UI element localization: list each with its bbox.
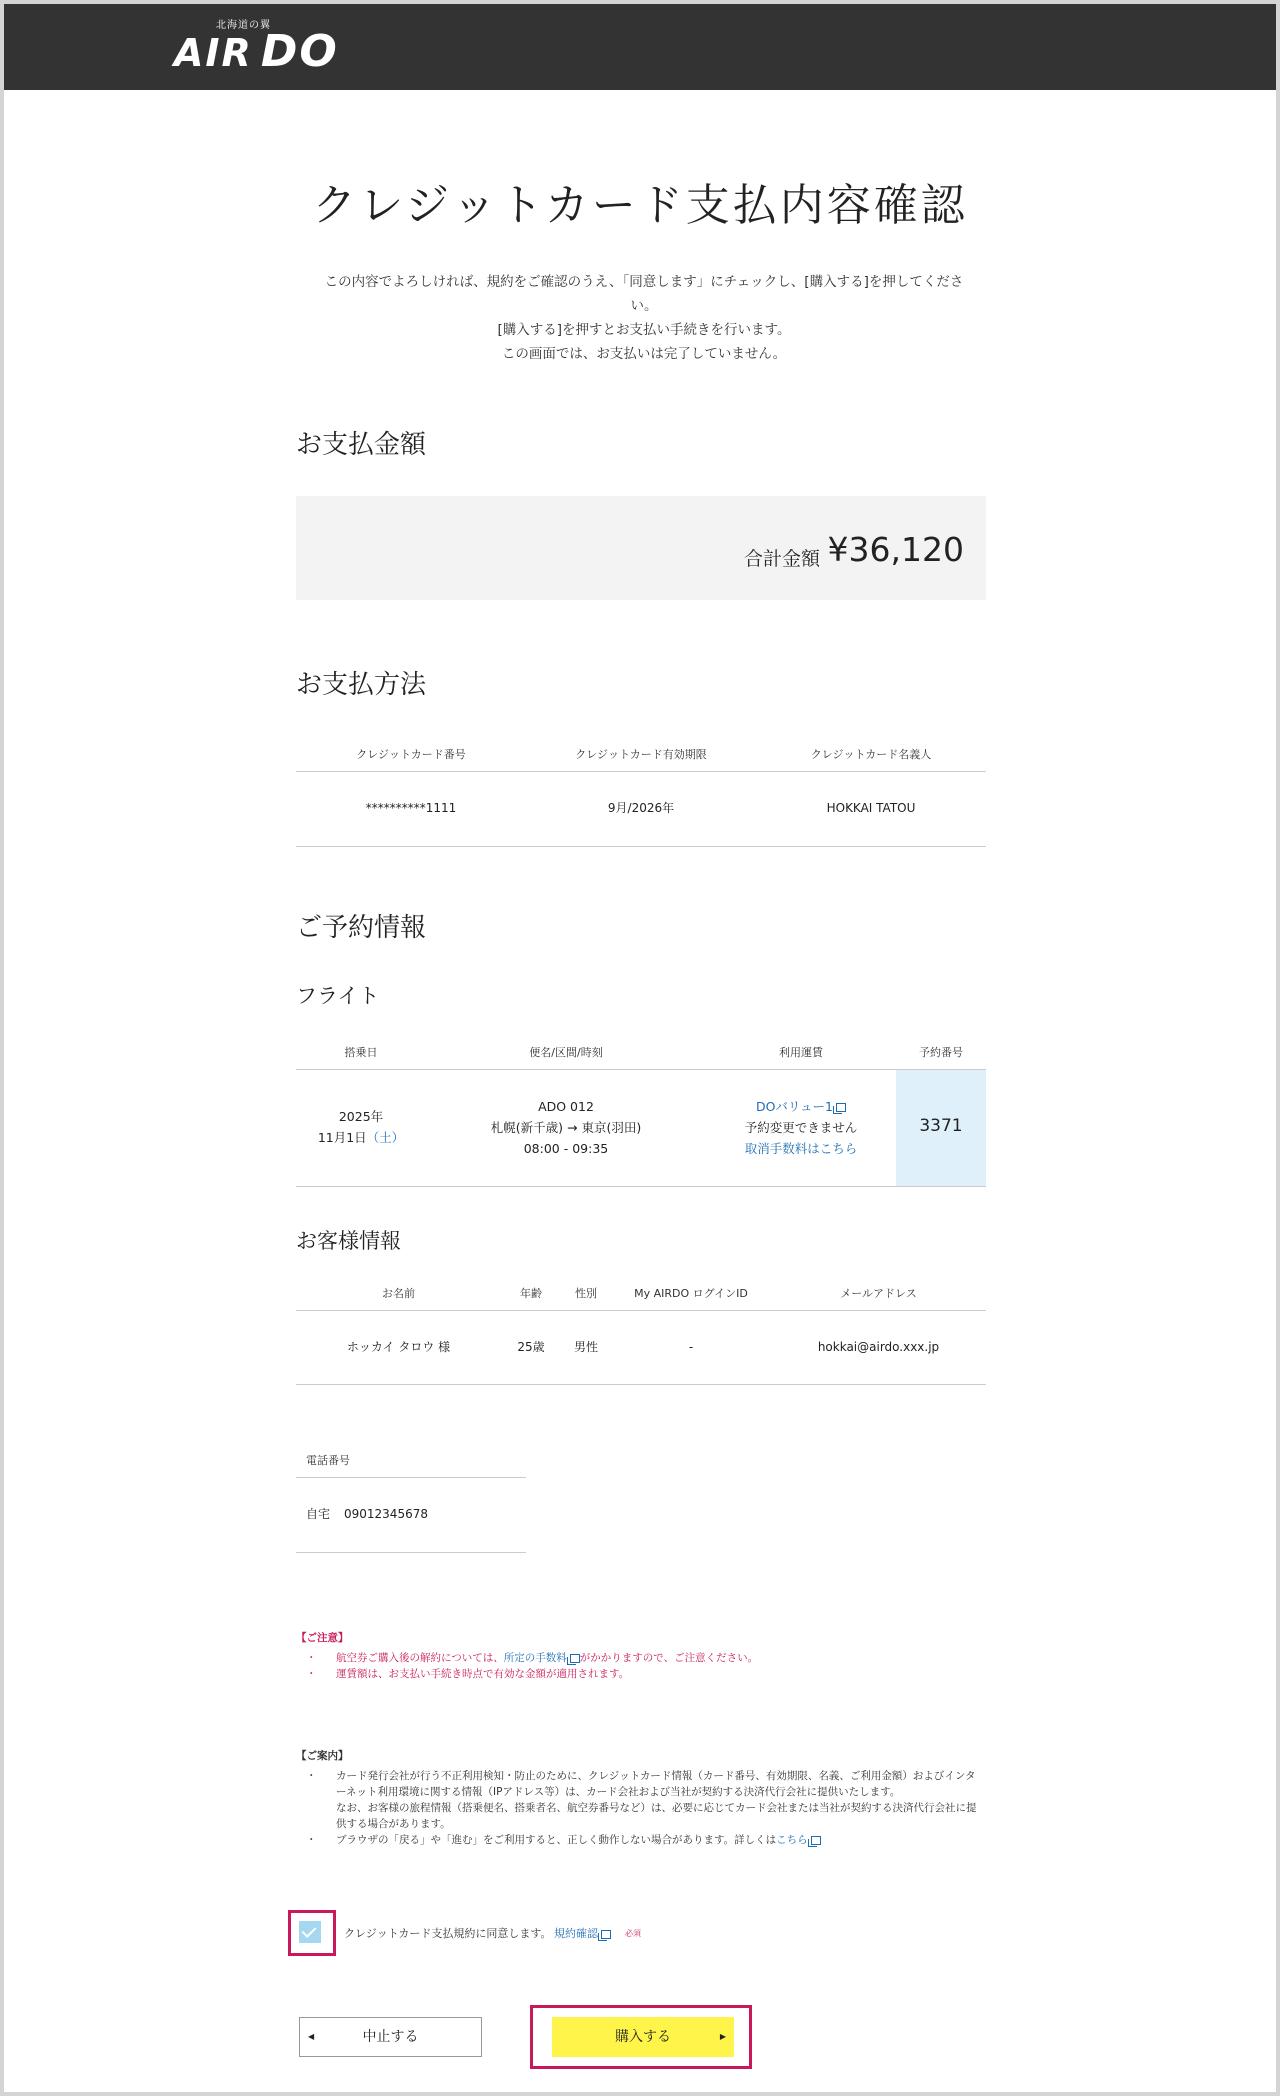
- table-row: [296, 1478, 526, 1553]
- header-bar: [4, 4, 1276, 90]
- reservation-heading: ご予約情報: [296, 913, 427, 943]
- cancel-button[interactable]: [299, 2017, 482, 2057]
- terms-link[interactable]: [554, 1925, 611, 1941]
- column-header: 利用運賃: [779, 1046, 823, 1059]
- guide-text: 供する場合があります。: [336, 1818, 451, 1830]
- customer-login-id: -: [688, 1340, 694, 1354]
- list-item: [296, 1768, 986, 1832]
- agree-label[interactable]: クレジットカード支払規約に同意します。: [344, 1927, 552, 1940]
- fee-link[interactable]: 所定の手数料: [503, 1652, 567, 1664]
- buy-button[interactable]: [552, 2017, 734, 2057]
- caution-text: 航空券ご購入後の解約については、: [336, 1652, 504, 1664]
- logo-text-do: DO: [260, 26, 339, 77]
- payment-amount-box: [296, 496, 986, 600]
- flight-time: 08:00 - 09:35: [523, 1141, 609, 1156]
- flight-info: [426, 1096, 706, 1159]
- customer-email: hokkai@airdo.xxx.jp: [817, 1340, 940, 1354]
- table-header: [296, 1438, 526, 1478]
- customer-name: ホッカイ タロウ 様: [346, 1340, 451, 1354]
- column-header: メールアドレス: [840, 1287, 917, 1300]
- table-row: [296, 772, 986, 847]
- total-label: 合計金額: [743, 548, 820, 570]
- cancel-fee-link[interactable]: 取消手数料はこちら: [744, 1141, 858, 1156]
- table-row: [296, 1070, 986, 1187]
- payment-amount-heading: お支払金額: [296, 430, 427, 460]
- total-value: ¥36,120: [827, 530, 964, 569]
- caution-notes: [296, 1630, 986, 1682]
- logo-text: AIR: [174, 31, 253, 75]
- phone-number: 09012345678: [344, 1507, 428, 1521]
- arrow-left-icon: ◀: [308, 2032, 315, 2041]
- caution-title: 【ご注意】: [296, 1632, 349, 1644]
- column-header: 性別: [575, 1287, 597, 1300]
- column-header: お名前: [382, 1287, 415, 1300]
- agree-checkbox[interactable]: [299, 1921, 321, 1943]
- column-header: My AIRDO ログインID: [634, 1287, 748, 1300]
- intro-line-2: い。: [630, 298, 658, 314]
- flight-number: ADO 012: [538, 1099, 594, 1114]
- flight-heading: フライト: [296, 984, 380, 1008]
- intro-line-1: この内容でよろしければ、規約をご確認のうえ、「同意します」にチェックし、[購入する]を押してくださ: [324, 274, 964, 290]
- guide-text: ブラウザの「戻る」や「進む」をご利用すると、正しく動作しない場合があります。詳しくは: [336, 1834, 777, 1846]
- guide-title: 【ご案内】: [296, 1750, 349, 1762]
- list-item: [296, 1832, 986, 1848]
- payment-method-table: [296, 732, 986, 847]
- intro-line-3: [購入する]を押すとお支払い手続きを行います。: [497, 322, 791, 338]
- details-link[interactable]: こちら: [776, 1834, 808, 1846]
- date-dow: （土）: [366, 1130, 405, 1145]
- fare-info: [706, 1096, 896, 1159]
- guide-text: ーネット利用環境に関する情報（IPアドレス等）は、カード会社および当社が契約する決済代行会社に提供いたします。: [336, 1786, 901, 1798]
- intro-text: [304, 270, 984, 366]
- phone-table: [296, 1438, 526, 1553]
- customer-gender: 男性: [573, 1340, 598, 1354]
- required-badge: 必須: [625, 1929, 641, 1938]
- card-holder: HOKKAI TATOU: [826, 801, 916, 815]
- customer-table: [296, 1271, 986, 1385]
- payment-method-heading: お支払方法: [296, 670, 427, 700]
- guide-text: なお、お客様の旅程情報（搭乗便名、搭乗者名、航空券番号など）は、必要に応じてカード会社または当社が契約する決済代行会社に提: [336, 1802, 977, 1814]
- terms-link-label[interactable]: 規約確認: [554, 1927, 598, 1940]
- fare-name-link[interactable]: DOバリュー1: [755, 1099, 834, 1114]
- caution-text: がかかりますので、ご注意ください。: [579, 1652, 759, 1664]
- column-header: 予約番号: [919, 1046, 963, 1059]
- external-link-icon: [811, 1836, 821, 1845]
- flight-route: 札幌(新千歳) → 東京(羽田): [490, 1120, 642, 1135]
- customer-heading: お客様情報: [296, 1229, 401, 1253]
- column-header: 電話番号: [306, 1454, 350, 1467]
- external-link-icon: [836, 1103, 846, 1112]
- external-link-icon: [570, 1654, 580, 1663]
- column-header: 便名/区間/時刻: [529, 1046, 603, 1059]
- intro-line-4: この画面では、お支払いは完了していません。: [501, 346, 787, 362]
- date-year: 2025年: [338, 1109, 384, 1124]
- column-header: クレジットカード有効期限: [575, 748, 707, 761]
- guide-text: ・ カード発行会社が行う不正利用検知・防止のために、クレジットカード情報（カード番号、有効期限、名義、ご利用金額）およびインタ: [336, 1770, 976, 1782]
- table-header: [296, 1271, 986, 1311]
- boarding-date: [296, 1106, 426, 1148]
- customer-age: 25歳: [517, 1340, 545, 1354]
- date-day: 11月1日: [317, 1130, 367, 1145]
- guide-notes: [296, 1748, 986, 1848]
- logo-tagline: 北海道の翼: [216, 20, 271, 31]
- column-header: クレジットカード名義人: [810, 748, 932, 761]
- page: [4, 4, 1276, 2092]
- table-row: [296, 1311, 986, 1385]
- table-header: [296, 732, 986, 772]
- cancel-button-label: 中止する: [362, 2029, 419, 2045]
- external-link-icon: [601, 1930, 611, 1939]
- buy-button-label: 購入する: [615, 2029, 671, 2045]
- column-header: 搭乗日: [344, 1046, 378, 1059]
- arrow-right-icon: ▶: [719, 2032, 726, 2041]
- phone-type: 自宅: [306, 1507, 331, 1521]
- card-expiry: 9月/2026年: [607, 801, 675, 815]
- list-item: [296, 1650, 986, 1666]
- table-header: [296, 1030, 986, 1070]
- airdo-logo[interactable]: [174, 16, 339, 77]
- column-header: 年齢: [520, 1287, 542, 1300]
- page-title: クレジットカード支払内容確認: [312, 180, 968, 231]
- flight-table: [296, 1030, 986, 1187]
- list-item: ・ 運賃額は、お支払い手続き時点で有効な金額が適用されます。: [296, 1666, 986, 1682]
- fare-note: 予約変更できません: [744, 1120, 858, 1135]
- card-number: **********1111: [365, 801, 457, 815]
- column-header: クレジットカード番号: [356, 748, 466, 761]
- reservation-number: 3371: [919, 1116, 963, 1136]
